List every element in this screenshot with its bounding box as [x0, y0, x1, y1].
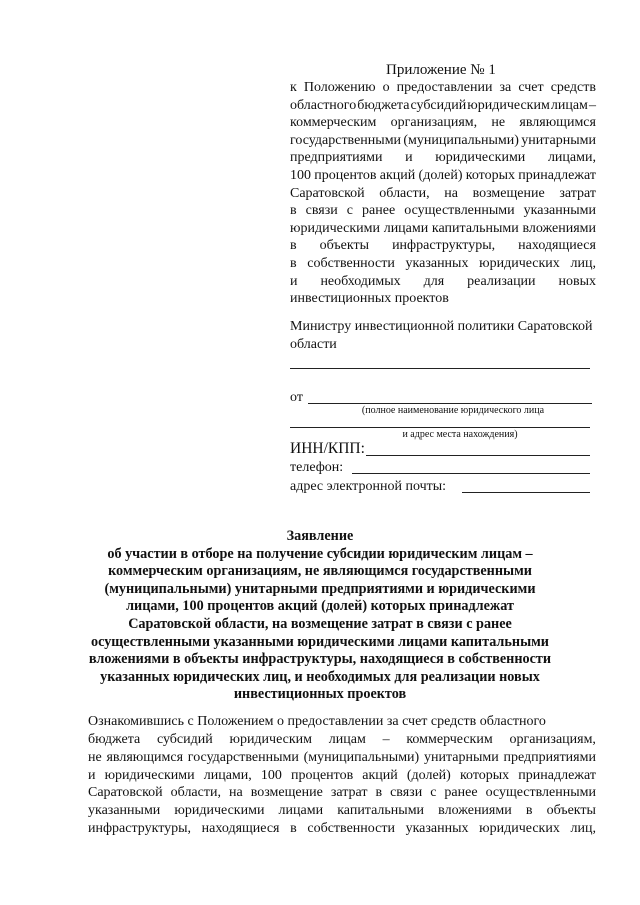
statement-heading	[60, 528, 580, 704]
appendix-line: 100 процентов акций (долей) которых принадлежат	[290, 167, 596, 183]
inn-kpp-label: ИНН/КПП:	[290, 440, 365, 457]
appendix-line: в собственности указанных юридических лиц,	[290, 255, 596, 271]
body-line: указанными юридическими лицами капитальными вложениями в объекты	[88, 803, 596, 819]
addressee	[290, 318, 596, 354]
statement-line: вложениями в объекты инфраструктуры, находящиеся в собственности	[88, 651, 552, 668]
from-blank-line[interactable]	[308, 403, 592, 404]
addressee-blank-line[interactable]	[290, 368, 590, 369]
statement-line: коммерческим организациям, не являющимся государственными	[108, 563, 532, 580]
body-first-line: Ознакомившись с Положением о предоставлении за счет средств областного	[88, 714, 546, 729]
body-paragraph	[88, 713, 596, 731]
appendix-line: Саратовской области, на возмещение затрат	[290, 185, 596, 201]
statement-line: Саратовской области, на возмещение затрат в связи с ранее	[128, 615, 512, 632]
appendix-line: в объекты инфраструктуры, находящиеся	[290, 238, 596, 254]
appendix-line: в связи с ранее осуществленными указанными	[290, 203, 596, 219]
statement-line: осуществленными указанными юридическими лицами капитальными	[91, 633, 549, 650]
appendix-line-last: инвестиционных проектов	[290, 291, 449, 307]
appendix-line: областного бюджета субсидий юридическим лицам –	[290, 97, 596, 113]
appendix-line: к Положению о предоставлении за счет средств	[290, 80, 596, 95]
body-line: Саратовской области, на возмещение затрат в связи с ранее осуществленными	[88, 785, 596, 801]
address-blank-line[interactable]	[290, 427, 590, 428]
appendix-line: коммерческим организациям, не являющимся	[290, 115, 596, 131]
from-label: от	[290, 390, 303, 405]
phone-blank-line[interactable]	[352, 473, 590, 474]
addressee-line: Министру инвестиционной политики Саратовской	[290, 319, 593, 334]
inn-kpp-blank-line[interactable]	[366, 455, 590, 456]
appendix-text	[290, 79, 596, 308]
body-line: бюджета субсидий юридическим лицам – коммерческим организациям,	[88, 732, 596, 747]
statement-title: Заявление	[286, 528, 354, 544]
email-blank-line[interactable]	[462, 492, 590, 493]
hint-address: и адрес места нахождения)	[402, 429, 518, 440]
statement-line: лицами, 100 процентов акций (долей) которых принадлежат	[126, 598, 514, 615]
statement-line: инвестиционных проектов	[233, 686, 407, 703]
statement-line: (муниципальными) унитарными предприятиями и юридическими	[104, 580, 536, 597]
body-paragraph-continued	[88, 731, 596, 838]
appendix-line: государственными (муниципальными) унитарными	[290, 132, 596, 148]
appendix-line: и необходимых для реализации новых	[290, 273, 596, 289]
addressee-line: области	[290, 337, 337, 352]
phone-label: телефон:	[290, 460, 344, 475]
body-line: не являющимся государственными (муниципальными) унитарными предприятиями	[88, 749, 596, 765]
hint-legal-entity-name: (полное наименование юридического лица	[361, 405, 545, 416]
appendix-line: предприятиями и юридическими лицами,	[290, 150, 596, 166]
appendix-line: юридическими лицами капитальными вложениями	[290, 220, 596, 236]
email-label: адрес электронной почты:	[290, 479, 447, 494]
appendix-title: Приложение № 1	[386, 62, 496, 78]
statement-line: об участии в отборе на получение субсидии юридическим лицам –	[107, 545, 533, 562]
body-line: и юридическими лицами, 100 процентов акций (долей) которых принадлежат	[88, 767, 596, 783]
statement-line: указанных юридических лиц, и необходимых для реализации новых	[100, 668, 540, 685]
body-line: инфраструктуры, находящиеся в собственности указанных юридических лиц,	[88, 820, 596, 836]
